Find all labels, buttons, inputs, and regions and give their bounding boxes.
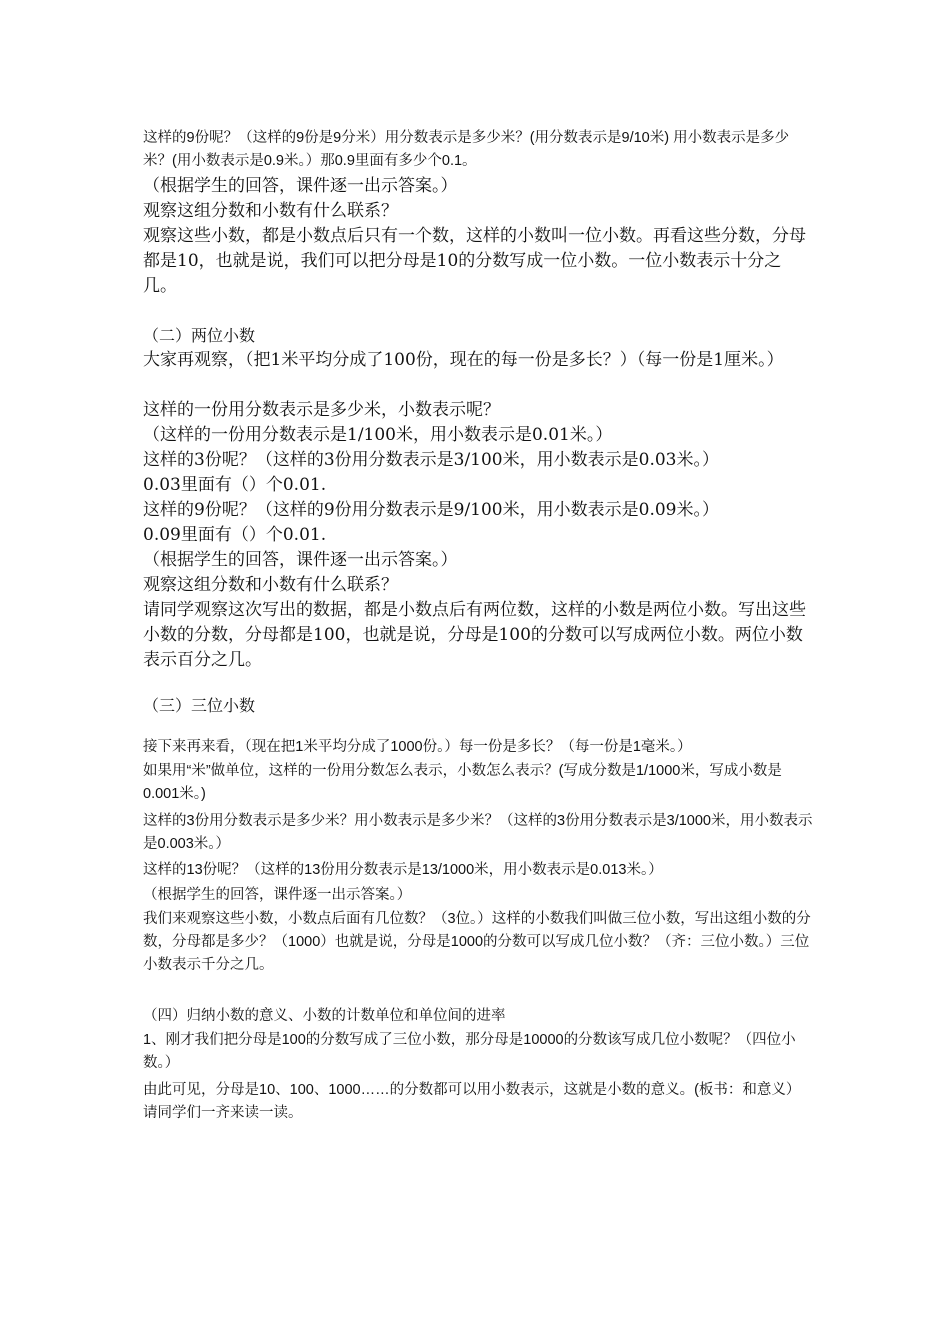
paragraph-nine-parts: 这样的9份呢？（这样的9份用分数表示是9/100米，用小数表示是0.09米。） [143,500,719,520]
paragraph-003-count: 0.03里面有（）个0.01. [143,475,327,495]
paragraph-four-decimals: 1、刚才我们把分母是100的分数写成了三位小数，那分母是10000的分数该写成几位小数呢？（四位小数。） [143,1032,796,1071]
paragraph-thirteen-parts: 这样的13份呢？（这样的13份用分数表示是13/1000米，用小数表示是0.013米。） [143,862,663,878]
paragraph-one-part-answer: （这样的一份用分数表示是1/100米，用小数表示是0.01米。） [143,425,613,445]
paragraph-observe-hundred-parts: 大家再观察，（把1米平均分成了100份，现在的每一份是多长？）（每一份是1厘米。） [143,350,784,370]
paragraph-two-decimal-summary: 请同学观察这次写出的数据，都是小数点后有两位数，这样的小数是两位小数。写出这些小数的分数，分母都是100，也就是说，分母是100的分数可以写成两位小数。两位小数表示百分之几。 [143,600,806,670]
paragraph-tenths-nine-parts: 这样的9份呢？（这样的9份是9分米）用分数表示是多少米？(用分数表示是9/10米) 用小数表示是多少米？(用小数表示是0.9米。）那0.9里面有多少个0.1。 [143,130,790,169]
paragraph-three-thousandths: 这样的3份用分数表示是多少米？用小数表示是多少米？（这样的3份用分数表示是3/1000米，用小数表示是0.003米。） [143,813,813,852]
section-heading-three-decimals: （三）三位小数 [143,696,256,715]
section-heading-summary: （四）归纳小数的意义、小数的计数单位和单位间的进率 [143,1008,506,1024]
paragraph-three-parts: 这样的3份呢？（这样的3份用分数表示是3/100米，用小数表示是0.03米。） [143,450,719,470]
paragraph-meter-unit: 如果用“米”做单位，这样的一份用分数怎么表示，小数怎么表示？(写成分数是1/1000米，写成小数是0.001米。) [143,763,782,802]
paragraph-thousand-parts: 接下来再来看，（现在把1米平均分成了1000份。）每一份是多长？（每一份是1毫米。） [143,739,692,755]
paragraph-009-count: 0.09里面有（）个0.01. [143,525,327,545]
paragraph-show-answers-1: （根据学生的回答，课件逐一出示答案。） [143,176,458,196]
section-heading-two-decimals: （二）两位小数 [143,326,256,345]
paragraph-show-answers-2: （根据学生的回答，课件逐一出示答案。） [143,550,458,570]
paragraph-one-part-question: 这样的一份用分数表示是多少米，小数表示呢？ [143,400,500,420]
paragraph-decimal-meaning: 由此可见，分母是10、100、1000……的分数都可以用小数表示，这就是小数的意义。(板书：和意义）请同学们一齐来读一读。 [143,1082,801,1121]
paragraph-observe-link-1: 观察这组分数和小数有什么联系？ [143,201,398,221]
paragraph-three-decimal-summary: 我们来观察这些小数，小数点后面有几位数？（3位。）这样的小数我们叫做三位小数，写出这组小数的分数，分母都是多少？（1000）也就是说，分母是1000的分数可以写成几位小数？（齐：三位小数。）三位小数表示千分之几。 [143,911,811,973]
paragraph-one-decimal-summary: 观察这些小数，都是小数点后只有一个数，这样的小数叫一位小数。再看这些分数，分母都是10，也就是说，我们可以把分母是10的分数写成一位小数。一位小数表示十分之几。 [143,226,806,296]
paragraph-observe-link-2: 观察这组分数和小数有什么联系？ [143,575,398,595]
paragraph-show-answers-3: （根据学生的回答，课件逐一出示答案。） [143,887,412,903]
